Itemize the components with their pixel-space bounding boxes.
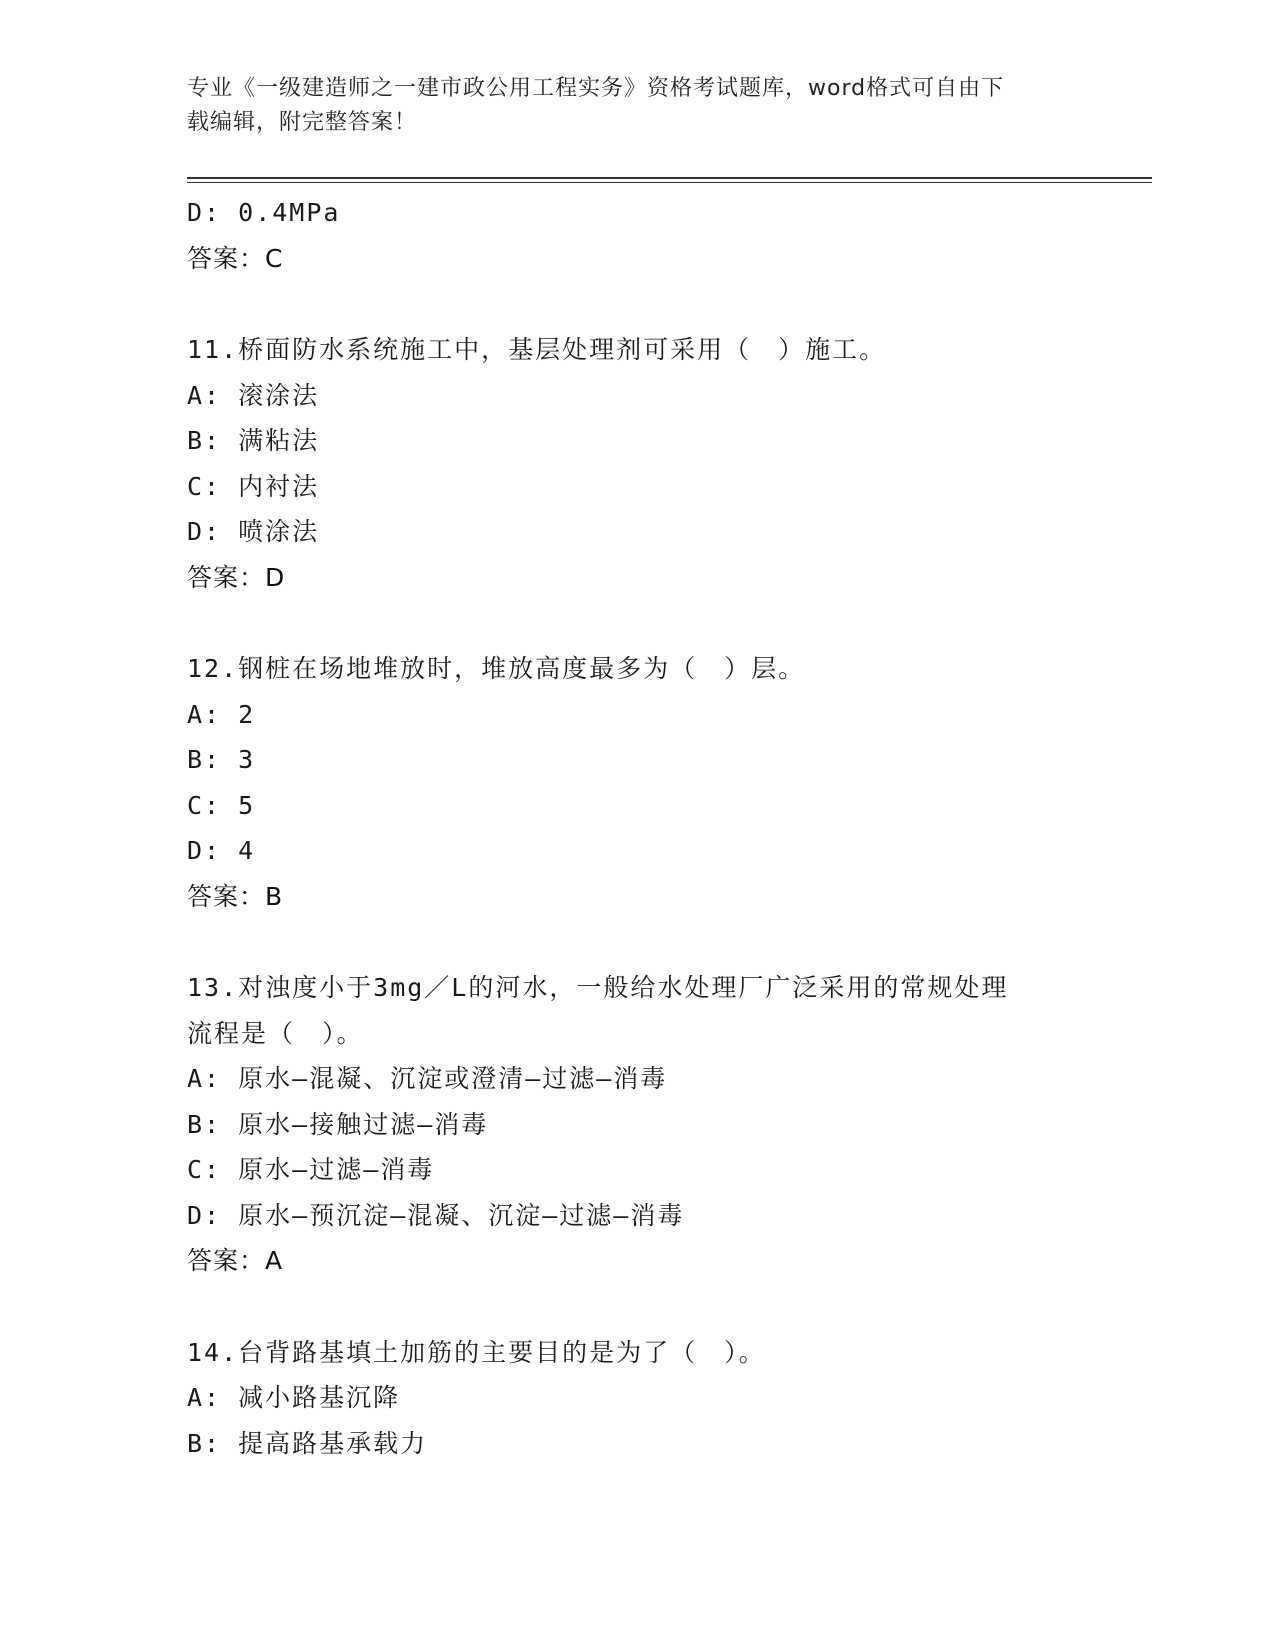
question-stem: 13.对浊度小于3mg／L的河水，一般给水处理厂广泛采用的常规处理	[187, 973, 1009, 1002]
option-b: B: 原水—接触过滤—消毒	[187, 1109, 489, 1139]
spacer	[187, 600, 1087, 646]
option-d: D: 喷涂法	[187, 517, 320, 546]
question-12	[187, 646, 1087, 919]
question-stem-continued: 流程是（ ）。	[187, 1018, 364, 1048]
question-content	[187, 190, 1087, 1466]
option-a: A: 原水—混凝、沉淀或澄清—过滤—消毒	[187, 1064, 668, 1093]
option-b: B: 提高路基承载力	[187, 1428, 428, 1458]
header-divider-thick	[187, 177, 1152, 179]
document-header	[187, 72, 1067, 140]
answer-line: 答案：C	[187, 243, 284, 273]
spacer	[187, 919, 1087, 965]
answer-line: 答案：A	[187, 1246, 284, 1275]
answer-line: 答案：B	[187, 881, 284, 911]
spacer	[187, 281, 1087, 327]
question-11	[187, 327, 1087, 600]
option-d: D: 原水—预沉淀—混凝、沉淀—过滤—消毒	[187, 1200, 685, 1230]
question-14	[187, 1330, 1087, 1467]
question-stem: 11.桥面防水系统施工中，基层处理剂可采用（ ）施工。	[187, 335, 887, 364]
question-stem: 14.台背路基填土加筋的主要目的是为了（ ）。	[187, 1337, 766, 1367]
option-a: A: 减小路基沉降	[187, 1383, 401, 1412]
header-line-2: 载编辑，附完整答案！	[187, 110, 418, 135]
header-divider-thin	[187, 182, 1152, 183]
question-stem: 12.钢桩在场地堆放时，堆放高度最多为（ ）层。	[187, 654, 806, 683]
option-d: D: 0.4MPa	[187, 198, 341, 227]
answer-line: 答案：D	[187, 562, 286, 592]
spacer	[187, 1284, 1087, 1330]
header-line-1: 专业《一级建造师之一建市政公用工程实务》资格考试题库，word格式可自由下	[187, 76, 1005, 101]
option-d: D: 4	[187, 836, 256, 865]
option-c: C: 内衬法	[187, 471, 320, 501]
option-b: B: 3	[187, 745, 256, 774]
option-c: C: 原水—过滤—消毒	[187, 1155, 435, 1184]
question-13	[187, 965, 1087, 1284]
option-b: B: 满粘法	[187, 426, 320, 455]
option-a: A: 滚涂法	[187, 380, 320, 410]
option-a: A: 2	[187, 699, 256, 729]
option-c: C: 5	[187, 790, 256, 820]
question-fragment-10	[187, 190, 1087, 281]
